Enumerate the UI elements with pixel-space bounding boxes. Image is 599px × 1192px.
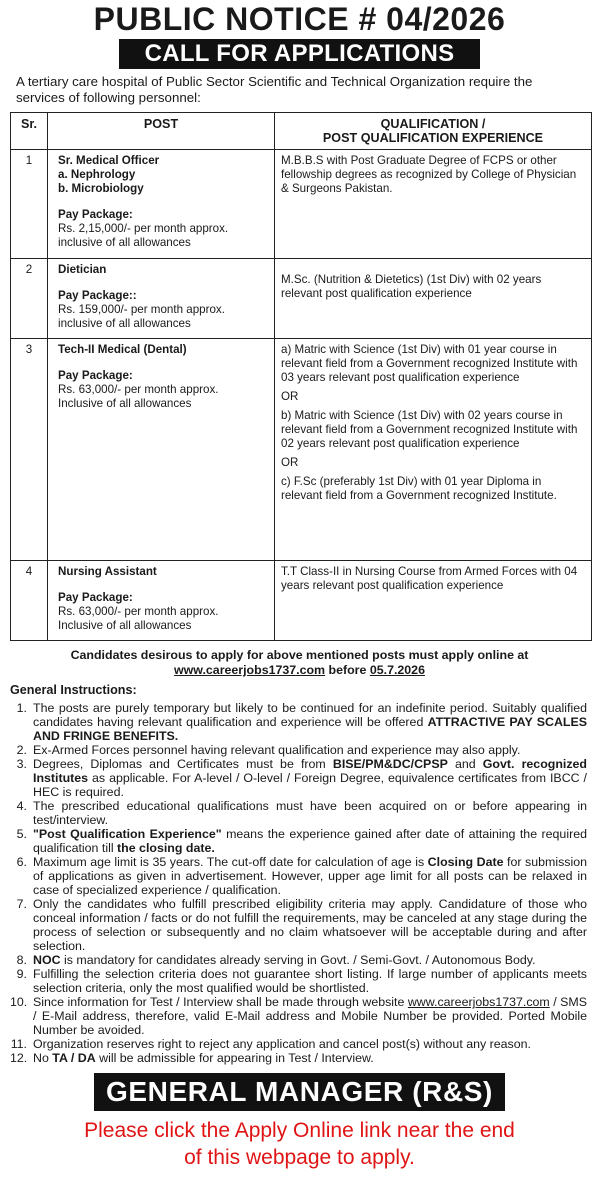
header-qualification [275, 113, 592, 150]
list-item: 7. Only the candidates who fulfill prescribed eligibility criteria may apply. Candidature of those who conceal information / facts or do not fulfill the requirements, may be canceled at any stage during the process of selection or subsequently and no claim whatsoever will be acceptable during and after selection. [16, 897, 587, 953]
list-item: 4. The prescribed educational qualifications must have been acquired on or before appearing in test/interview. [16, 799, 587, 827]
row-qualification: M.B.B.S with Post Graduate Degree of FCPS or other fellowship degrees as recognized by College of Physician & Surgeons Pakistan. [275, 150, 592, 259]
list-item: 6. Maximum age limit is 35 years. The cut-off date for calculation of age is Closing Date for submission of applications as given in advertisement. However, upper age limit for all posts can be relaxed in case of specialized experience / qualification. [16, 855, 587, 897]
list-item: 2. Ex-Armed Forces personnel having relevant qualification and experience may also apply. [16, 743, 521, 757]
pay-label: Pay Package: [58, 208, 133, 221]
posts-table [10, 112, 592, 641]
row-post [48, 150, 275, 259]
table-row [11, 339, 592, 561]
qual-text: M.Sc. (Nutrition & Dietetics) (1st Div) with 02 years relevant post qualification experience [281, 273, 542, 300]
post-title: Tech-II Medical (Dental) [58, 343, 187, 356]
red-note-line2: of this webpage to apply. [184, 1146, 415, 1169]
general-instructions-list [10, 701, 587, 1065]
table-row [11, 150, 592, 259]
notice-title: PUBLIC NOTICE # 04/2026 [93, 1, 506, 37]
apply-website-link[interactable]: www.careerjobs1737.com [174, 663, 326, 677]
pay-label: Pay Package: [58, 591, 133, 604]
pay-note: Inclusive of all allowances [58, 397, 192, 410]
pay-note: Inclusive of all allowances [58, 619, 192, 632]
apply-note-before: before [325, 663, 370, 677]
qual-option-a: a) Matric with Science (1st Div) with 01 year course in relevant field from a Government recognized Institute with 03 years relevant post qualification experience [281, 343, 578, 384]
table-header-row [11, 113, 592, 150]
row-sr: 2 [11, 259, 48, 339]
row-sr: 3 [11, 339, 48, 561]
general-instructions-title: General Instructions: [10, 683, 137, 697]
pay-label: Pay Package:: [58, 289, 137, 302]
post-sub: a. Nephrology [58, 168, 136, 181]
table-row [11, 561, 592, 641]
row-post [48, 259, 275, 339]
apply-online-note [0, 648, 599, 678]
qual-or: OR [281, 456, 299, 469]
pay-note: inclusive of all allowances [58, 236, 191, 249]
pay-label: Pay Package: [58, 369, 133, 382]
qual-or: OR [281, 390, 299, 403]
table-row [11, 259, 592, 339]
header-post: POST [48, 113, 275, 150]
qual-option-b: b) Matric with Science (1st Div) with 02 years course in relevant field from a Government recognized Institute with 02 years relevant post qualification experience [281, 409, 578, 450]
pay-note: inclusive of all allowances [58, 317, 191, 330]
footer-wrap [0, 1073, 599, 1111]
row-qualification: T.T Class-II in Nursing Course from Armed Forces with 04 years relevant post qualification experience [275, 561, 592, 641]
list-item: 1. The posts are purely temporary but likely to be continued for an indefinite period. Suitably qualified candidates having relevant qualification and experience will be offered ATTRACTIVE PAY SCALES AND FRINGE BENEFITS. [16, 701, 588, 743]
list-item: 11. Organization reserves right to reject any application and cancel post(s) without any reason. [10, 1037, 531, 1051]
pay-amount: Rs. 63,000/- per month approx. [58, 383, 219, 396]
list-item: 3. Degrees, Diplomas and Certificates must be from BISE/PM&DC/CPSP and Govt. recognized Institutes as applicable. For A-level / O-level / Foreign Degree, equivalence certificates from IBCC / HEC is required. [16, 757, 587, 799]
list-item: 8. NOC is mandatory for candidates already serving in Govt. / Semi-Govt. / Autonomous Body. [16, 953, 536, 967]
website-link[interactable]: www.careerjobs1737.com [407, 995, 550, 1009]
pay-amount: Rs. 159,000/- per month approx. [58, 303, 225, 316]
header-sr: Sr. [11, 113, 48, 150]
apply-note-line2 [0, 663, 599, 678]
pay-amount: Rs. 63,000/- per month approx. [58, 605, 219, 618]
banner-wrap [0, 39, 599, 69]
list-item: 9. Fulfilling the selection criteria does not guarantee short listing. If large number of applicants meets selection criteria, only the most qualified would be shortlisted. [16, 967, 587, 995]
qual-option-c: c) F.Sc (preferably 1st Div) with 01 year Diploma in relevant field from a Government recognized Institute. [281, 475, 557, 502]
pay-amount: Rs. 2,15,000/- per month approx. [58, 222, 229, 235]
post-sub: b. Microbiology [58, 182, 144, 195]
list-item: 5. "Post Qualification Experience" means the experience gained after date of attaining the required qualification till the closing date. [16, 827, 587, 855]
apply-note-line1: Candidates desirous to apply for above mentioned posts must apply online at [70, 648, 529, 662]
row-sr: 4 [11, 561, 48, 641]
list-item: 12. No TA / DA will be admissible for appearing in Test / Interview. [10, 1051, 374, 1065]
list-item: 10. Since information for Test / Interview shall be made through website www.careerjobs1737.com / SMS / E-Mail address, therefore, valid E-Mail address and Mobile Number be provided. Ported Mobile Number be avoided. [10, 995, 587, 1037]
post-title: Dietician [58, 263, 107, 276]
row-qualification [275, 259, 592, 339]
header-qual-line2: POST QUALIFICATION EXPERIENCE [322, 131, 544, 145]
header-qual-line1: QUALIFICATION / [380, 117, 486, 131]
intro-text: A tertiary care hospital of Public Sector Scientific and Technical Organization require the services of following personnel: [16, 74, 533, 105]
call-for-applications-banner: CALL FOR APPLICATIONS [119, 39, 481, 69]
general-manager-banner: GENERAL MANAGER (R&S) [94, 1073, 505, 1111]
row-post [48, 561, 275, 641]
red-note-line1: Please click the Apply Online link near the end [84, 1119, 515, 1142]
apply-online-red-note [0, 1117, 599, 1171]
closing-date: 05.7.2026 [369, 663, 425, 677]
row-sr: 1 [11, 150, 48, 259]
post-title: Sr. Medical Officer [58, 154, 160, 167]
post-title: Nursing Assistant [58, 565, 157, 578]
row-qualification [275, 339, 592, 561]
row-post [48, 339, 275, 561]
